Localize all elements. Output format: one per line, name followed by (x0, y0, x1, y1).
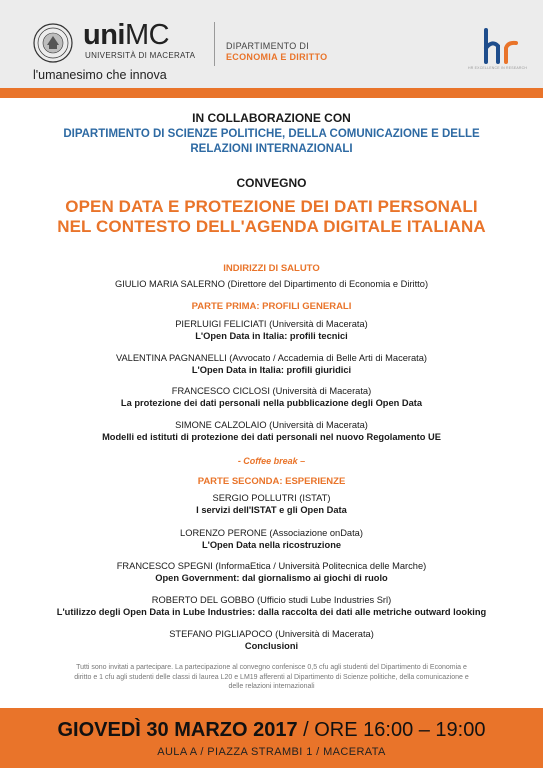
part2-heading: PARTE SECONDA: ESPERIENZE (197, 476, 346, 487)
list-item (0, 385, 543, 409)
speaker: FRANCESCO SPEGNI (InformaEtica / Università Politecnica delle Marche) (116, 561, 427, 571)
collab-dept-line1: DIPARTIMENTO DI SCIENZE POLITICHE, DELLA COMUNICAZIONE E DELLE (63, 128, 480, 140)
greetings-heading: INDIRIZZI DI SALUTO (223, 263, 320, 274)
event-title-line1: OPEN DATA E PROTEZIONE DEI DATI PERSONALI (65, 197, 478, 216)
talk-title: L'Open Data nella ricostruzione (201, 540, 342, 550)
list-item (0, 628, 543, 652)
date-separator: / (297, 719, 315, 741)
speaker: VALENTINA PAGNANELLI (Avvocato / Accademia di Belle Arti di Macerata) (115, 353, 428, 363)
talk-title: Modelli ed istituti di protezione dei dati personali nel nuovo Regolamento UE (102, 432, 441, 442)
speaker: ROBERTO DEL GOBBO (Ufficio studi Lube Industries Srl) (151, 595, 392, 605)
header (0, 0, 543, 88)
unimc-logo (83, 20, 169, 50)
speaker: SERGIO POLLUTRI (ISTAT) (212, 493, 331, 503)
talk-title: L'Open Data in Italia: profili giuridici (191, 365, 352, 375)
speaker: PIERLUIGI FELICIATI (Università di Macerata) (175, 319, 368, 329)
list-item (0, 594, 543, 618)
talk-title: L'Open Data in Italia: profili tecnici (195, 331, 348, 341)
university-seal-icon (33, 23, 73, 63)
hr-subtitle: HR EXCELLENCE IN RESEARCH (468, 66, 528, 70)
university-name: UNIVERSITÀ DI MACERATA (85, 51, 196, 60)
talk-title: Conclusioni (244, 641, 299, 651)
list-item (0, 318, 543, 342)
talk-title: La protezione dei dati personali nella pubblicazione degli Open Data (120, 398, 423, 408)
speaker: FRANCESCO CICLOSI (Università di Macerata) (171, 386, 372, 396)
tagline: l'umanesimo che innova (33, 68, 167, 82)
header-divider (214, 22, 215, 66)
list-item (0, 527, 543, 551)
dept-name: ECONOMIA E DIRITTO (226, 52, 328, 62)
dept-label: DIPARTIMENTO DI (226, 41, 310, 51)
list-item (0, 560, 543, 584)
logo-mc: MC (125, 19, 170, 51)
note-line1: Tutti sono invitati a partecipare. La partecipazione al convegno confenisce 0,5 cfu agli studenti del Dipartimento di Economia e (76, 664, 467, 671)
coffee-break: - Coffee break – (237, 456, 306, 466)
logo-uni: uni (83, 19, 125, 51)
list-item (0, 419, 543, 443)
date-time (0, 719, 543, 741)
collab-label: IN COLLABORAZIONE CON (192, 111, 351, 125)
footer-band (0, 708, 543, 768)
talk-title: Open Government: dal giornalismo ai giochi di ruolo (155, 573, 388, 583)
part1-heading: PARTE PRIMA: PROFILI GENERALI (191, 301, 352, 312)
collab-dept-line2: RELAZIONI INTERNAZIONALI (190, 143, 353, 155)
list-item (0, 492, 543, 516)
note-line3: delle relazioni internazionali (228, 683, 315, 690)
event-title-line2: NEL CONTESTO DELL'AGENDA DIGITALE ITALIANA (57, 217, 486, 236)
speaker: LORENZO PERONE (Associazione onData) (180, 528, 363, 538)
list-item (0, 352, 543, 376)
collab-department (0, 127, 543, 157)
event-title (0, 197, 543, 237)
note-line2: diritto e 1 cfu agli studenti delle classi di laurea L20 e LM19 afferenti al Dipartimento di Scienze politiche, della comunicazione e (74, 673, 469, 681)
participation-note (0, 663, 543, 692)
talk-title: I servizi dell'ISTAT e gli Open Data (196, 505, 347, 515)
speaker: STEFANO PIGLIAPOCO (Università di Macerata) (169, 629, 374, 639)
event-type: CONVEGNO (236, 176, 307, 190)
orange-band (0, 88, 543, 98)
greetings-speaker: GIULIO MARIA SALERNO (Direttore del Dipartimento di Economia e Diritto) (114, 279, 429, 289)
event-time: ORE 16:00 – 19:00 (314, 719, 486, 741)
event-date: GIOVEDÌ 30 MARZO 2017 (57, 719, 298, 741)
talk-title: L'utilizzo degli Open Data in Lube Industries: dalla raccolta dei dati alle metriche outward looking (56, 607, 487, 617)
event-place: AULA A / PIAZZA STRAMBI 1 / MACERATA (157, 746, 386, 758)
speaker: SIMONE CALZOLAIO (Università di Macerata) (175, 420, 368, 430)
